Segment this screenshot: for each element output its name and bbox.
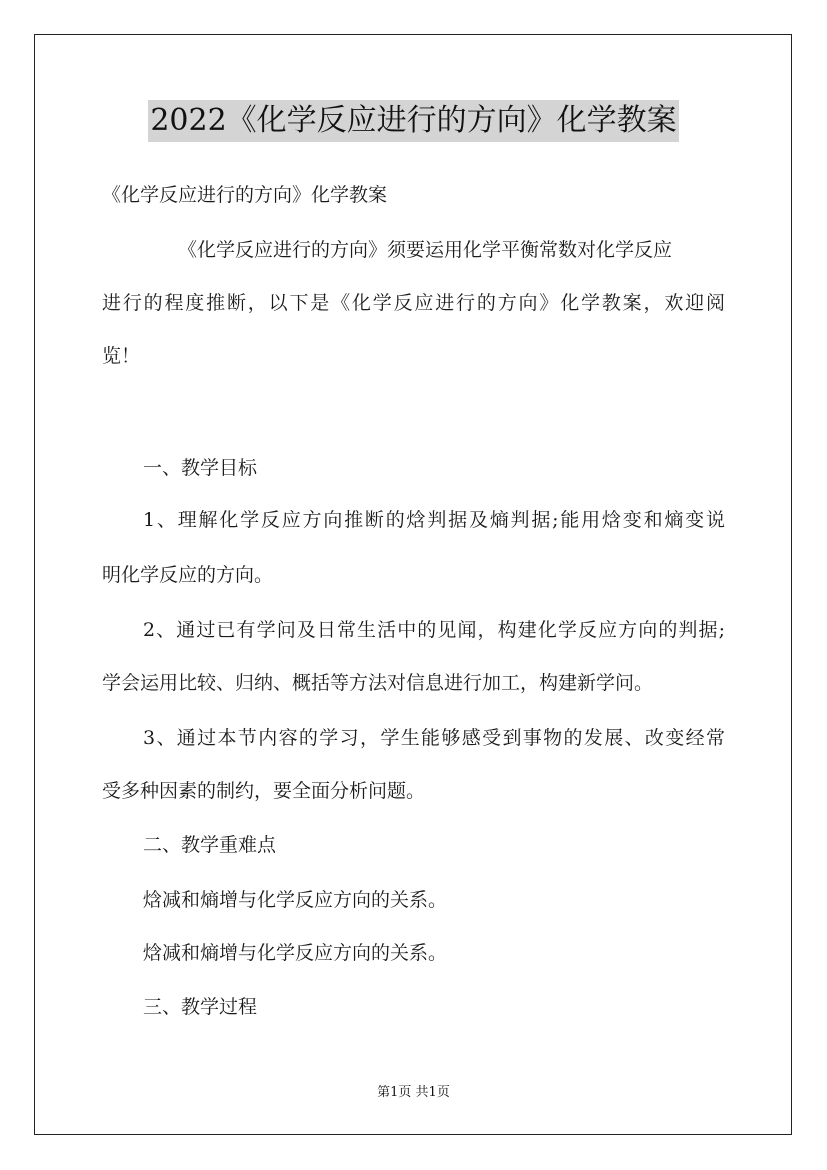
section2-heading: 二、教学重难点 — [143, 834, 277, 856]
document-title: 2022《化学反应进行的方向》化学教案 — [148, 100, 678, 142]
page-footer: 第1页 共1页 — [377, 1085, 450, 1100]
objective-3-line-1: 3、通过本节内容的学习，学生能够感受到事物的发展、改变经常 — [143, 727, 725, 749]
intro-line-2: 进行的程度推断，以下是《化学反应进行的方向》化学教案，欢迎阅 — [102, 292, 725, 314]
intro-line-1: 《化学反应进行的方向》须要运用化学平衡常数对化学反应 — [178, 239, 673, 261]
intro-line-3: 览！ — [102, 345, 141, 367]
difficulty-point-2: 焓减和熵增与化学反应方向的关系。 — [143, 942, 448, 964]
section3-heading: 三、教学过程 — [143, 996, 258, 1018]
objective-1-line-2: 明化学反应的方向。 — [102, 564, 274, 586]
section1-heading: 一、教学目标 — [143, 457, 258, 479]
objective-3-line-2: 受多种因素的制约，要全面分析问题。 — [102, 780, 426, 802]
objective-2-line-1: 2、通过已有学问及日常生活中的见闻，构建化学反应方向的判据; — [143, 619, 725, 641]
document-subtitle: 《化学反应进行的方向》化学教案 — [102, 184, 388, 206]
objective-2-line-2: 学会运用比较、归纳、概括等方法对信息进行加工，构建新学问。 — [102, 672, 654, 694]
objective-1-line-1: 1、理解化学反应方向推断的焓判据及熵判据;能用焓变和熵变说 — [143, 509, 725, 531]
difficulty-point-1: 焓减和熵增与化学反应方向的关系。 — [143, 889, 448, 911]
title-container — [0, 100, 827, 142]
